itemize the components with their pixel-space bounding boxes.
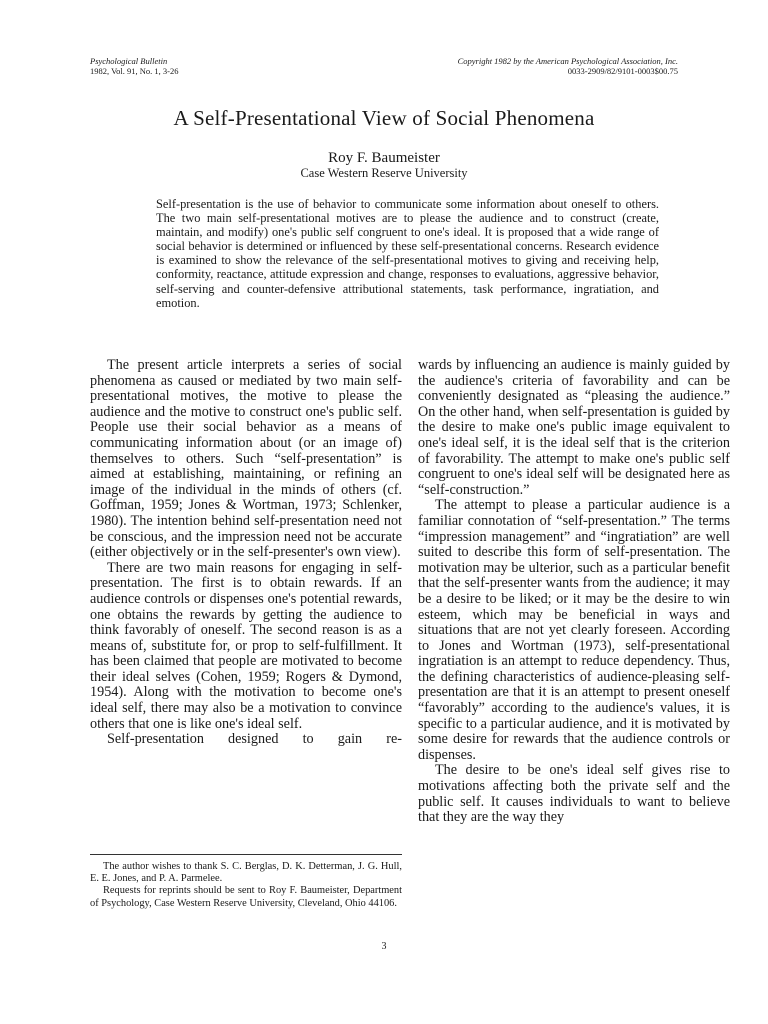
paragraph: The desire to be one's ideal self gives rise to motivations affecting both the private self and the public self. It causes individuals to want to believe that they are the way they	[418, 762, 730, 826]
page-number: 3	[381, 941, 387, 952]
right-column	[418, 358, 730, 826]
footnote-acknowledgment: The author wishes to thank S. C. Berglas, D. K. Detterman, J. G. Hull, E. E. Jones, and P. A. Parmelee.	[90, 861, 402, 885]
journal-header	[90, 56, 178, 76]
paragraph: There are two main reasons for engaging in self-presentation. The first is to obtain rewards. If an audience controls or dispenses one's potential rewards, one obtains the rewards by getting the audience to think favorably of oneself. The second reason is as a means of, substitute for, or prop to self-fulfillment. It has been claimed that people are motivated to become their ideal selves (Cohen, 1959; Rogers & Dymond, 1954). Along with the motivation to become one's ideal self, there may also be a motivation to convince others that one is like one's ideal self.	[90, 559, 402, 732]
author-affiliation: Case Western Reserve University	[300, 166, 468, 180]
paragraph: wards by influencing an audience is mainly guided by the audience's criteria of favorability and can be conveniently designated as “pleasing the audience.” On the other hand, when self-presentation is guided by the desire to make one's public image equivalent to one's ideal self, it is the ideal self that is the criterion of favorability. The attempt to make one's public self congruent to one's ideal self will be designated here as “self-construction.”	[418, 357, 730, 498]
journal-volume: 1982, Vol. 91, No. 1, 3-26	[90, 66, 179, 76]
abstract: Self-presentation is the use of behavior to communicate some information about oneself to others. The two main self-presentational motives are to please the audience and to construct (create, maintain, and modify) one's public self congruent to one's ideal. It is proposed that a wide range of social behavior is determined or influenced by these self-presentational concerns. Research evidence is examined to show the relevance of the self-presentational motives to giving and receiving help, conformity, reactance, attitude expression and change, responses to evaluations, aggressive behavior, self-serving and counter-defensive attributional statements, task performance, ingratiation, and emotion.	[156, 197, 659, 310]
footnote-divider	[90, 854, 402, 855]
footnotes	[90, 861, 402, 910]
copyright-notice: Copyright 1982 by the American Psychological Association, Inc.	[457, 56, 678, 66]
journal-name: Psychological Bulletin	[90, 56, 168, 66]
article-title: A Self-Presentational View of Social Phenomena	[173, 106, 595, 130]
author-name: Roy F. Baumeister	[328, 150, 440, 166]
left-column	[90, 358, 402, 748]
copyright-header	[458, 56, 678, 76]
footnote-reprints: Requests for reprints should be sent to Roy F. Baumeister, Department of Psychology, Case Western Reserve University, Cleveland, Ohio 44106.	[90, 885, 402, 909]
paragraph: The attempt to please a particular audience is a familiar connotation of “self-presentation.” The terms “impression management” and “ingratiation” are well suited to describe this form of self-presentation. The motivation may be ulterior, such as a particular benefit that the self-presenter wants from the audience; it may be a desire to be liked; or it may be the desire to win esteem, which may be beneficial in ways and situations that are not yet clearly foreseen. According to Jones and Wortman (1973), self-presentational ingratiation is an attempt to reduce dependency. Thus, the defining characteristics of audience-pleasing self-presentation are that it is an attempt to present oneself “favorably” according to the audience's values, it is specific to a particular audience, and it is motivated by some desire for rewards that the audience controls or dispenses.	[418, 497, 730, 763]
article-code: 0033-2909/82/9101-0003$00.75	[567, 66, 678, 76]
paragraph: The present article interprets a series of social phenomena as caused or mediated by two main self-presentational motives, the motive to please the audience and the motive to construct one's public self. People use their social behavior as a means of communicating information about (or an image of) themselves to others. Such “self-presentation” is aimed at establishing, maintaining, or refining an image of the individual in the minds of others (cf. Goffman, 1959; Jones & Wortman, 1973; Schlenker, 1980). The intention behind self-presentation need not be conscious, and the impression need not be accurate (either objectively or in the self-presenter's own view).	[90, 357, 402, 561]
paragraph: Self-presentation designed to gain re-	[107, 731, 402, 748]
